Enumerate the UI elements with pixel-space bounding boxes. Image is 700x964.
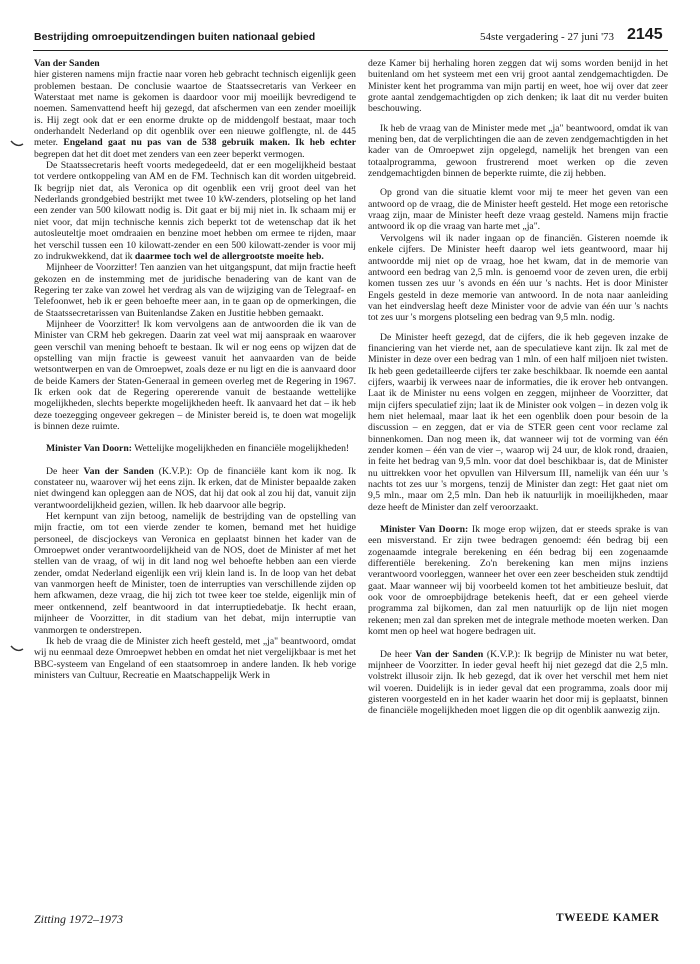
speaker-name: Van der Sanden <box>83 465 154 477</box>
page-number: 2145 <box>627 26 663 43</box>
paragraph: De Minister heeft gezegd, dat de cijfers, die ik heb gegeven inzake de financiering van het vierde net, aan de speculatieve kant zijn. Ik zal met de Minister in deze over een bedrag van 1 mln. of een half miljoen niet twisten. Ik heb geen gedetailleerde cijfers ter zake beschikbaar. Ik noemde een aantal cijfers, waarbij ik verwees naar de informaties, die ik erover heb ontvangen. Laat ik de Minister nu eens volgen en zeggen, mijnheer de Voorzitter, dat mijn cijfers speculatief zijn; laat ik de Minister ook volgen – in dezen volg ik hem niet helemaal, maar laat ik het een ogenblik doen pour besoin de la discussion – en zeggen, dat er via de STER geen cent voor reclame zal binnenkomen. Dan nog meen ik, dat wanneer wij tot de vorming van één zender komen – één van de vier –, waarop wij 24 uur, de klok rond, draaien, in feite het bedrag van 9,5 mln. voor dat doel beschikbaar is, dat de Minister nu uittrekken voor het opvullen van Hilversum III, namelijk van één uur 's nachts tot zes uur 's morgens, tenzij de Minister dan zegt: Het gaat niet om 9,5 mln., maar om 2,5 mln. Dan heb ik natuurlijk in moeilijkheden, maar deze heeft de Minister dan zelf veroorzaakt. <box>368 331 668 513</box>
speaker-heading: Van der Sanden <box>34 58 100 69</box>
paragraph <box>34 443 356 454</box>
speaker-name: Van der Sanden <box>415 648 484 660</box>
paragraph: Ik heb de vraag die de Minister zich heeft gesteld, met „ja" beantwoord, omdat wij nu eenmaal deze Omroepwet hebben en omdat het niet vergelijkbaar is met het BBC-systeem van Engeland of een staatsomroep in andere landen. Ik heb vorige ministers van Cultuur, Recreatie en Maatschappelijk Werk in <box>34 635 356 681</box>
header-rule <box>33 50 668 51</box>
paragraph <box>34 69 356 160</box>
speaker-name: Minister Van Doorn: <box>46 443 132 455</box>
paragraph-text: Ik moge erop wijzen, dat er steeds sprake is van een misverstand. Er zijn twee bedragen genoemd: één bedrag bij een zogenaamde integrale berekening en één bedrag bij een zogenaamde differentiële berekening. Zo'n berekening kan men mijns inziens verantwoord voorleggen, wanneer het over een zeer bescheiden stuk zendtijd gaat. Maar wanneer wij bij voorbeeld komen tot het ambitieuze besluit, dat ook voor de omroepbijdrage betekenis heeft, dat er een geheel vierde programma zal bijkomen, dan zal men natuurlijk op de lijn niet mogen rekenen; men zal dan spreken met de integrale methode moeten werken. Dan komt men op heel wat hogere bedragen uit. <box>368 524 669 638</box>
bold-text: Engeland gaat nu pas van de 538 gebruik maken. Ik heb echter <box>63 137 357 149</box>
paragraph: deze Kamer bij herhaling horen zeggen dat wij soms worden benijd in het buitenland om het systeem met een vrij groot aantal zendgemachtigden. De Minister kent het programma van mijn partij en weet, hoe wij over dat zeer grote aantal zendgemachtigden op zich denken; ik laat dit nu verder buiten beschouwing. <box>368 58 668 115</box>
paragraph <box>34 160 356 262</box>
paragraph <box>368 524 668 637</box>
paragraph: Het kernpunt van zijn betoog, namelijk de bestrijding van de opstelling van mijn fractie, om tot een vierde zender te komen, bemand met het huidige personeel, de discjockeys van Veronica en geplaatst binnen het kader van de Omroepwet onder verantwoordelijkheid van de NOS, doet de Minister af met het stellen van de vraag, of wij in dit land nog wel behoefte hebben aan een vierde zender, omdat Nederland eigenlijk een vrij klein land is. In de loop van het debat van vanmorgen heeft de Minister, toen de interrupties van verschillende zijden op hem afkwamen, deze vraag, die hij zich tot twee keer toe stelde, eigenlijk min of meer ontkennend, zelf beantwoord in dat interruptiedebatje. Ik hecht eraan, mijnheer de Voorzitter, in dit stadium van het debat, mijn interruptie van vanmorgen te onderstrepen. <box>34 511 356 636</box>
right-column <box>368 58 668 717</box>
speaker-name: Minister Van Doorn: <box>380 524 469 536</box>
paragraph-text: hier gisteren namens mijn fractie naar voren heb gebracht technisch eigenlijk geen problemen bestaan. De conclusie waartoe de Staatssecretaris van Verkeer en Waterstaat met name is gekomen is daardoor voor mij moeilijk bevredigend te noemen. Samenvattend heeft hij gezegd, dat afschermen van een zender moeilijk is. Hij zegt ook dat er een enorme drukte op de middengolf bestaat, maar toch onderhandelt Nederland op dit ogenblik over een nieuwe golflengte, nl. de 445 meter. <box>34 69 356 149</box>
paragraph-text: (K.V.P.): Op de financiële kant kom ik nog. Ik constateer nu, waarover wij het eens zijn. Ik erken, dat de Minister bepaalde zaken niet dwingend kan opleggen aan de NOS, dat hij dat ook al zou hij dat, vanuit zijn verantwoordelijkheid gezien, willen. Ik heb daarvoor alle begrip. <box>34 465 357 511</box>
footer-chamber: TWEEDE KAMER <box>556 912 660 924</box>
paragraph: Op grond van die situatie klemt voor mij te meer het geven van een antwoord op de vraag, die de Minister heeft gesteld. Het moge een retorische vraag zijn, maar de Minister heeft deze vraag gesteld. Namens mijn fractie antwoord ik op die vraag van harte met „ja". <box>368 187 668 233</box>
footer-session: Zitting 1972–1973 <box>34 912 124 926</box>
paragraph: Ik heb de vraag van de Minister mede met „ja" beantwoord, omdat ik van mening ben, dat de verplichtingen die aan de zeven zendgemachtigden in het kader van de Omroepwet zijn opgelegd, namelijk het brengen van een totaalprogramma, gewoon frustrerend moet werken op die zeven zendgemachtigden binnen de beperkte ruimte, die zij hebben. <box>368 122 668 180</box>
speaker-prefix: De heer <box>380 648 412 660</box>
left-column <box>34 58 356 681</box>
paragraph: Mijnheer de Voorzitter! Ten aanzien van het uitgangspunt, dat mijn fractie heeft gekozen en de instemming met de juridische benadering van de kant van de Regering ter zake van zowel het verdrag als van de wijziging van de Telegraaf- en Telefoonwet, heb ik er geen behoefte meer aan, in te gaan op de opmerkingen, die de Staatssecretarissen van Buitenlandse Zaken en Justitie hebben gemaakt. <box>34 262 356 319</box>
binding-hole-mark <box>10 645 24 653</box>
paragraph: Mijnheer de Voorzitter! Ik kom vervolgens aan de antwoorden die ik van de Minister van CRM heb gekregen. Daarin zat veel wat mij aanspraak en waarover geen verschil van mening behoeft te bestaan. Ik wil er nog eens op wijzen dat de opstelling van mijn fractie is geweest vanuit het aanvaarden van de beide wetsontwerpen en van de Omroepwet, zoals deze er nu ligt en die is aanvaard door de beide Kamers der Staten-Generaal in gemeen overleg met de Regering in 1967. Ik erken ook dat de Regering opererende vanuit de bestaande wettelijke mogelijkheden, slechts beperkte mogelijkheden heeft. Ik aanvaard het dat – ik heb deze toezegging ongeveer gekregen – de Minister bereid is, te doen wat mogelijk is binnen deze ruimte. <box>34 318 356 432</box>
binding-hole-mark <box>10 140 24 148</box>
paragraph <box>34 466 356 511</box>
bold-text: daarmee toch wel de allergrootste moeite heb. <box>134 250 324 262</box>
speaker-prefix: De heer <box>46 465 79 477</box>
paragraph-text: Wettelijke mogelijkheden en financiële mogelijkheden! <box>134 443 350 455</box>
paragraph <box>368 649 668 717</box>
paragraph-text: De Staatssecretaris heeft voorts medegedeeld, dat er een mogelijkheid bestaat tot verdere ontkoppeling van AM en de FM. Technisch kan dit worden uitgebreid. Ik begrijp niet dat, als Veronica op dit ogenblik een vrij groot deel van het Nederlands grondgebied bestrijkt met twee 10 kW-zenders, plotseling op het land een zender van 500 kilowatt nodig is. Dit gaat er bij mij niet in. Ik schaam mij er niet voor, dat mijn technische kennis zich beperkt tot de wetenschap dat ik het autosleuteltje moet omdraaien en benzine moet hebben om ermee te rijden, maar het verschil tussen een 10 kilowatt-zender en een 500 kilowatt-zender is voor mij zo indrukwekkend, dat ik <box>34 160 356 262</box>
running-header-title: Bestrijding omroepuitzendingen buiten nationaal gebied <box>34 31 316 43</box>
paragraph: Vervolgens wil ik nader ingaan op de financiën. Gisteren noemde ik enkele cijfers. De Minister heeft daarop wel iets geantwoord, maar hij antwoordde mij niet op de vraag, hoe het kwam, dat in de memorie van antwoord een bedrag van 2,5 mln. is genoemd voor de zeven uren, die erbij komen tussen zes uur 's avonds en één uur 's nachts. Het is door Minister Engels gesteld in deze memorie van antwoord. In de nota naar aanleiding van het eindverslag heeft deze Minister voor de advie van één uur 's nachts tot zes uur 's morgens plotseling een bedrag van 9,5 mln. nodig. <box>368 232 668 324</box>
paragraph-text: (K.V.P.): Ik begrijp de Minister nu wat beter, mijnheer de Voorzitter. In ieder geval heeft hij niet gezegd dat die 2,5 mln. volstrekt illusoir zijn. Ik heb gezegd, dat ik over het verschil met hem niet wil voeren. Duidelijk is in ieder geval dat een programma, zoals door mij gisteren voorgesteld en in het kader waarin het door mij is geplaatst, binnen de financiële mogelijkheden moet liggen die op dit ogenblik aanwezig zijn. <box>368 648 669 717</box>
running-header-session: 54ste vergadering - 27 juni '73 <box>480 31 615 43</box>
paragraph-text: begrepen dat het dit doet met zenders van een zeer beperkt vermogen. <box>34 148 305 160</box>
